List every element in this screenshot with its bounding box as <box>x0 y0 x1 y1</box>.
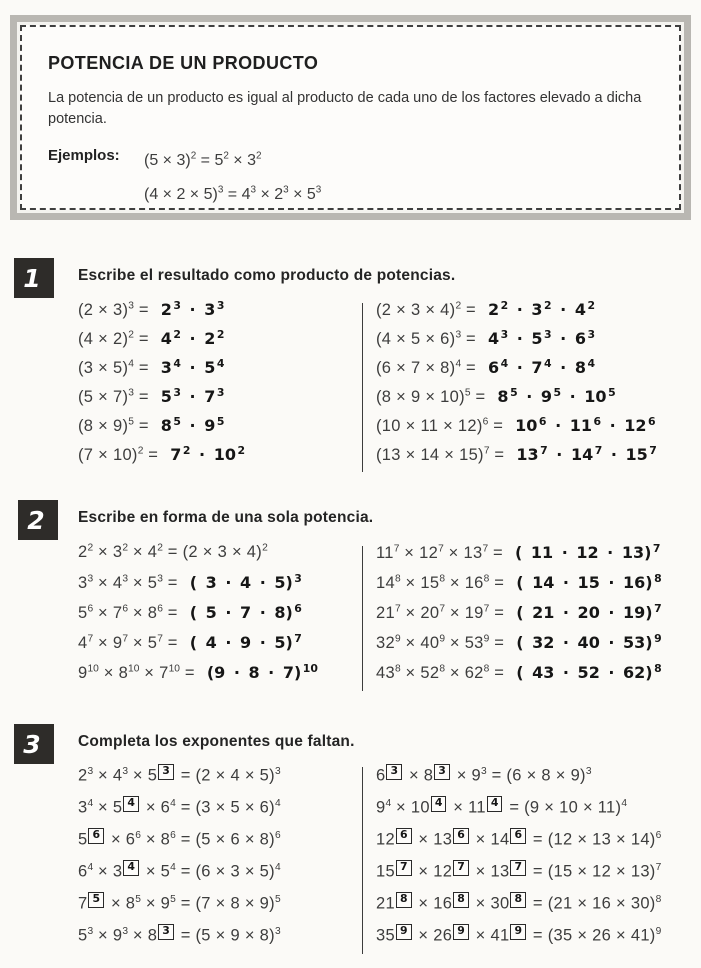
exponent: 9 <box>654 631 662 645</box>
exponent: 7 <box>482 543 489 555</box>
equation-problem: $(4 \times 5 \times 6)^3$ = <box>376 329 476 348</box>
exponent: 2 <box>173 327 181 341</box>
exponent: 3 <box>216 385 225 399</box>
equation-problem: $(13 \times 14 \times 15)^7$ = <box>376 445 505 464</box>
equation-answer: ( 21 · 20 · 19) $^7$ <box>516 601 662 622</box>
equation-problem: $(8 \times 9)^5$ = <box>78 416 149 435</box>
equation-row <box>78 764 362 796</box>
equation-problem: $14^8 \times 15^8 \times 16^8$ = <box>376 573 505 592</box>
equation-problem: $(5 \times 7)^3$ = <box>78 387 149 406</box>
equation-row <box>78 924 362 956</box>
equation-row <box>376 329 692 358</box>
exponent: 4 <box>173 356 181 370</box>
exponent: 6 <box>538 414 547 428</box>
exponent: 3 <box>294 571 302 585</box>
exercise-1-number-badge: 1 <box>14 258 54 298</box>
equation-problem: 12 $^6$ × 13 $^6$ × 14 $^6 = (12 \times 13 \times 14)^6$ <box>376 828 662 849</box>
exponent: 2 <box>190 150 197 162</box>
exponent: 8 <box>439 573 445 585</box>
equation-problem: 6 $^3$ × 8 $^3 \times 9^3 = (6 \times 8 \times 9)^3$ <box>376 764 592 785</box>
equation-answer: ( 32 · 40 · 53) $^9$ <box>516 631 662 652</box>
equation-answer: 2 $^3$ · 3 $^3$ <box>160 298 225 319</box>
exponent: 2 <box>223 150 229 162</box>
equation-problem: $2^2 \times 3^2 \times 4^2 = (2 \times 3 \times 4)^2$ <box>78 542 268 561</box>
exponent: 7 <box>122 633 129 645</box>
filled-exponent-box: 6 <box>453 828 469 844</box>
exponent: 7 <box>393 543 400 555</box>
equation-problem: 35 $^9$ × 26 $^9$ × 41 $^9 = (35 \times 26 \times 41)^9$ <box>376 924 662 945</box>
equation-answer: 3 $^4$ · 5 $^4$ <box>160 356 225 377</box>
equation-answer: 8 $^5$ · 9 $^5$ <box>160 414 225 435</box>
exponent: 4 <box>385 798 392 809</box>
exponent: 3 <box>283 185 289 197</box>
equation-answer: (9 · 8 · 7) $^{10}$ <box>206 661 318 682</box>
exponent: 5 <box>135 894 141 905</box>
exponent: 4 <box>128 358 134 370</box>
equation-answer: 8 $^5$ · 9 $^5$ · 10 $^5$ <box>497 385 616 406</box>
filled-exponent-box: 7 <box>453 860 469 876</box>
equation-answer: 2 $^2$ · 3 $^2$ · 4 $^2$ <box>487 298 596 319</box>
equation-answer: 6 $^4$ · 7 $^4$ · 8 $^4$ <box>487 356 596 377</box>
equation-row <box>376 358 692 387</box>
equation-problem: $(4 \times 2)^2$ = <box>78 329 149 348</box>
filled-exponent-box: 8 <box>510 892 526 908</box>
equation-column-left <box>78 764 362 956</box>
equation-row <box>78 387 362 416</box>
equation-answer: ( 5 · 7 · 8) $^6$ <box>189 601 302 622</box>
exponent: 3 <box>217 185 224 197</box>
exponent: 6 <box>170 830 176 841</box>
examples-label: Ejemplos: <box>48 147 120 165</box>
exponent: 4 <box>587 356 596 370</box>
exercise-2-number-badge: 2 <box>18 500 58 540</box>
equation-answer: 10 $^6$ · 11 $^6$ · 12 $^6$ <box>515 414 656 435</box>
exponent: 3 <box>122 766 129 777</box>
exponent: 6 <box>135 830 141 841</box>
theory-box <box>10 15 691 220</box>
theory-text: La potencia de un producto es igual al producto de cada uno de los factores elevado a dicha potencia. <box>48 90 642 128</box>
exponent: 7 <box>438 543 444 555</box>
exponent: 2 <box>455 300 462 312</box>
exponent: 6 <box>294 601 302 615</box>
exponent: 4 <box>216 356 225 370</box>
equation-answer: 4 $^3$ · 5 $^3$ · 6 $^3$ <box>487 327 596 348</box>
exponent: 3 <box>587 327 596 341</box>
exponent: 8 <box>394 573 401 585</box>
equation-problem: $(7 \times 10)^2$ = <box>78 445 159 464</box>
exponent: 8 <box>439 663 445 675</box>
equation-row <box>78 663 362 693</box>
exponent: 3 <box>274 766 281 777</box>
exponent: 8 <box>654 661 662 675</box>
equation-problem: 15 $^7$ × 12 $^7$ × 13 $^7 = (15 \times 12 \times 13)^7$ <box>376 860 662 881</box>
exponent: 3 <box>173 298 181 312</box>
equation-problem: $32^9 \times 40^9 \times 53^9$ = <box>376 633 505 652</box>
equation-row <box>78 633 362 663</box>
filled-exponent-box: 4 <box>487 796 503 812</box>
equation-problem: $9^4 \times 10$ $^4$ × 11 $^4 = (9 \times 10 \times 11)^4$ <box>376 796 627 817</box>
exponent: 5 <box>170 894 176 905</box>
filled-exponent-box: 3 <box>158 924 174 940</box>
exponent: 2 <box>216 327 225 341</box>
exponent: 8 <box>654 571 662 585</box>
exponent: 7 <box>439 603 445 615</box>
exponent: 3 <box>315 185 322 197</box>
exponent: 4 <box>455 358 462 370</box>
exponent: 3 <box>128 387 134 399</box>
exponent: 6 <box>593 414 602 428</box>
equation-row <box>78 603 362 633</box>
filled-exponent-box: 9 <box>510 924 526 940</box>
filled-exponent-box: 4 <box>123 796 139 812</box>
exponent: 7 <box>594 443 603 457</box>
equation-answer: 7 $^2$ · 10 $^2$ <box>170 443 246 464</box>
exercise-3-columns <box>78 764 692 956</box>
exponent: 3 <box>481 766 487 777</box>
equation-row <box>376 633 692 663</box>
exponent: 7 <box>649 443 657 457</box>
exponent: 10 <box>302 661 318 675</box>
equation-row <box>78 329 362 358</box>
equation-problem: $3^4 \times 5$ $^4 \times 6^4 = (3 \times 5 \times 6)^4$ <box>78 796 281 817</box>
exponent: 5 <box>128 416 134 428</box>
equation-row <box>78 573 362 603</box>
exponent: 10 <box>128 663 140 675</box>
equation-answer: ( 3 · 4 · 5) $^3$ <box>189 571 302 592</box>
example-lines <box>144 144 321 213</box>
exercise-2-columns <box>78 543 692 693</box>
exponent: 5 <box>274 894 281 905</box>
exponent: 4 <box>274 862 281 873</box>
exponent: 3 <box>274 926 281 937</box>
equation-problem: $(3 \times 5)^4$ = <box>78 358 149 377</box>
equation-row <box>376 416 692 445</box>
equation-answer: ( 43 · 52 · 62) $^8$ <box>516 661 662 682</box>
filled-exponent-box: 7 <box>510 860 526 876</box>
filled-exponent-box: 9 <box>453 924 469 940</box>
exponent: 7 <box>483 445 490 457</box>
exponent: 3 <box>544 327 552 341</box>
filled-exponent-box: 9 <box>396 924 412 940</box>
exponent: 9 <box>439 633 445 645</box>
exercise-3-instruction: Completa los exponentes que faltan. <box>78 733 355 750</box>
exponent: 2 <box>182 443 191 457</box>
equation-row <box>78 828 362 860</box>
exponent: 3 <box>122 926 129 937</box>
exponent: 5 <box>510 385 518 399</box>
equation-problem: $5^3 \times 9^3 \times 8$ $^3 = (5 \times 9 \times 8)^3$ <box>78 924 281 945</box>
equation-row <box>376 573 692 603</box>
filled-exponent-box: 8 <box>396 892 412 908</box>
exponent: 3 <box>157 573 163 585</box>
equation-problem: $43^8 \times 52^8 \times 62^8$ = <box>376 663 505 682</box>
equation-problem: $11^7 \times 12^7 \times 13^7$ = <box>376 543 503 562</box>
equation-row <box>78 543 362 573</box>
theory-box-inner <box>20 25 681 210</box>
filled-exponent-box: 6 <box>88 828 104 844</box>
equation-row <box>376 860 692 892</box>
exponent: 6 <box>648 414 656 428</box>
equation-row <box>376 828 692 860</box>
exercise-1-instruction: Escribe el resultado como producto de potencias. <box>78 267 456 284</box>
exponent: 9 <box>483 633 490 645</box>
equation-row <box>376 924 692 956</box>
equation-answer: 13 $^7$ · 14 $^7$ · 15 $^7$ <box>516 443 657 464</box>
equation-problem: $(2 \times 3)^3$ = <box>78 300 149 319</box>
exponent: 3 <box>87 573 94 585</box>
filled-exponent-box: 3 <box>386 764 402 780</box>
equation-row <box>78 892 362 924</box>
exponent: 7 <box>294 631 302 645</box>
equation-column-left <box>78 300 362 474</box>
exponent: 2 <box>500 298 509 312</box>
exponent: 3 <box>87 766 94 777</box>
equation-problem: $9^{10} \times 8^{10} \times 7^{10}$ = <box>78 663 195 682</box>
equation-row <box>376 796 692 828</box>
equation-answer: ( 14 · 15 · 16) $^8$ <box>516 571 662 592</box>
exponent: 5 <box>216 414 225 428</box>
exponent: 2 <box>87 542 94 554</box>
equation-problem: $(6 \times 7 \times 8)^4$ = <box>376 358 476 377</box>
equation-answer: 5 $^3$ · 7 $^3$ <box>160 385 225 406</box>
exponent: 7 <box>87 633 94 645</box>
exponent: 4 <box>621 798 627 809</box>
equation-row <box>376 387 692 416</box>
exponent: 4 <box>170 862 176 873</box>
exponent: 3 <box>173 385 181 399</box>
equation-problem: 21 $^8$ × 16 $^8$ × 30 $^8 = (21 \times 16 \times 30)^8$ <box>376 892 662 913</box>
equation-column-left <box>78 543 362 693</box>
exponent: 7 <box>157 633 163 645</box>
example-equation: $(5 \times 3)^2 = 5^2 \times 3^2$ <box>144 150 262 170</box>
exponent: 6 <box>482 416 489 428</box>
exponent: 4 <box>170 798 176 809</box>
exponent: 10 <box>168 663 180 675</box>
exponent: 2 <box>544 298 552 312</box>
exponent: 2 <box>587 298 596 312</box>
page-title: POTENCIA DE UN PRODUCTO <box>48 53 319 73</box>
exponent: 2 <box>128 329 134 341</box>
exponent: 7 <box>540 443 548 457</box>
exponent: 4 <box>544 356 552 370</box>
exponent: 5 <box>553 385 562 399</box>
exponent: 6 <box>655 830 662 841</box>
exponent: 6 <box>274 830 281 841</box>
equation-column-right <box>363 764 692 956</box>
exponent: 2 <box>262 542 268 554</box>
exercise-3-number-badge: 3 <box>14 724 54 764</box>
exponent: 4 <box>500 356 509 370</box>
exponent: 3 <box>500 327 509 341</box>
equation-problem: 7 $^5 \times 8^5 \times 9^5 = (7 \times 8 \times 9)^5$ <box>78 892 281 913</box>
filled-exponent-box: 4 <box>123 860 139 876</box>
exponent: 8 <box>655 894 662 905</box>
exponent: 9 <box>394 633 401 645</box>
equation-problem: $(10 \times 11 \times 12)^6$ = <box>376 416 504 435</box>
exponent: 2 <box>137 445 144 457</box>
filled-exponent-box: 3 <box>434 764 450 780</box>
equation-row <box>376 300 692 329</box>
filled-exponent-box: 4 <box>431 796 447 812</box>
exercise-2-instruction: Escribe en forma de una sola potencia. <box>78 509 374 526</box>
equation-row <box>78 300 362 329</box>
equation-problem: $3^3 \times 4^3 \times 5^3$ = <box>78 573 178 592</box>
equation-column-right <box>363 300 692 474</box>
equation-problem: $2^3 \times 4^3 \times 5$ $^3 = (2 \times 4 \times 5)^3$ <box>78 764 281 785</box>
equation-row <box>376 892 692 924</box>
filled-exponent-box: 6 <box>396 828 412 844</box>
exponent: 10 <box>87 663 99 675</box>
equation-row <box>78 358 362 387</box>
exponent: 7 <box>654 601 662 615</box>
exponent: 3 <box>128 300 134 312</box>
exponent: 3 <box>455 329 462 341</box>
filled-exponent-box: 8 <box>453 892 469 908</box>
exponent: 6 <box>87 603 94 615</box>
equation-row <box>376 663 692 693</box>
exponent: 7 <box>655 862 662 873</box>
exponent: 7 <box>652 541 661 555</box>
exponent: 8 <box>483 573 490 585</box>
equation-answer: ( 4 · 9 · 5) $^7$ <box>189 631 302 652</box>
equation-row <box>376 543 692 573</box>
exponent: 9 <box>655 926 662 937</box>
equation-problem: $4^7 \times 9^7 \times 5^7$ = <box>78 633 178 652</box>
exponent: 2 <box>122 542 129 554</box>
exponent: 3 <box>87 926 94 937</box>
filled-exponent-box: 5 <box>88 892 104 908</box>
exponent: 3 <box>122 573 129 585</box>
exponent: 3 <box>216 298 225 312</box>
exponent: 5 <box>173 414 181 428</box>
equation-problem: $6^4 \times 3$ $^4 \times 5^4 = (6 \times 3 \times 5)^4$ <box>78 860 281 881</box>
filled-exponent-box: 7 <box>396 860 412 876</box>
exponent: 4 <box>87 862 94 873</box>
exponent: 5 <box>464 387 471 399</box>
filled-exponent-box: 3 <box>158 764 174 780</box>
equation-problem: $21^7 \times 20^7 \times 19^7$ = <box>376 603 505 622</box>
equation-answer: ( 11 · 12 · 13) $^7$ <box>514 541 661 562</box>
exponent: 6 <box>157 603 163 615</box>
equation-problem: $5^6 \times 7^6 \times 8^6$ = <box>78 603 178 622</box>
equation-answer: 4 $^2$ · 2 $^2$ <box>160 327 225 348</box>
exponent: 2 <box>237 443 246 457</box>
exponent: 4 <box>274 798 281 809</box>
exponent: 5 <box>608 385 616 399</box>
equation-row <box>78 445 362 474</box>
exponent: 2 <box>256 150 262 162</box>
equation-column-right <box>363 543 692 693</box>
example-equation: $(4 \times 2 \times 5)^3 = 4^3 \times 2^3 \times 5^3$ <box>144 185 322 204</box>
exponent: 7 <box>483 603 490 615</box>
equation-problem: $(8 \times 9 \times 10)^5$ = <box>376 387 486 406</box>
exponent: 6 <box>122 603 129 615</box>
equation-problem: $(2 \times 3 \times 4)^2$ = <box>376 300 476 319</box>
exponent: 3 <box>585 766 592 777</box>
equation-row <box>78 860 362 892</box>
equation-row <box>78 796 362 828</box>
equation-row <box>78 416 362 445</box>
equation-row <box>376 445 692 474</box>
filled-exponent-box: 6 <box>510 828 526 844</box>
exponent: 7 <box>394 603 401 615</box>
exponent: 4 <box>87 798 94 809</box>
exercise-1-columns <box>78 300 692 474</box>
exponent: 8 <box>394 663 401 675</box>
equation-row <box>376 764 692 796</box>
equation-problem: 5 $^6 \times 6^6 \times 8^6 = (5 \times 6 \times 8)^6$ <box>78 828 281 849</box>
equation-row <box>376 603 692 633</box>
exponent: 2 <box>157 542 163 554</box>
exponent: 8 <box>483 663 490 675</box>
examples-block <box>48 144 653 213</box>
exponent: 3 <box>250 185 256 197</box>
